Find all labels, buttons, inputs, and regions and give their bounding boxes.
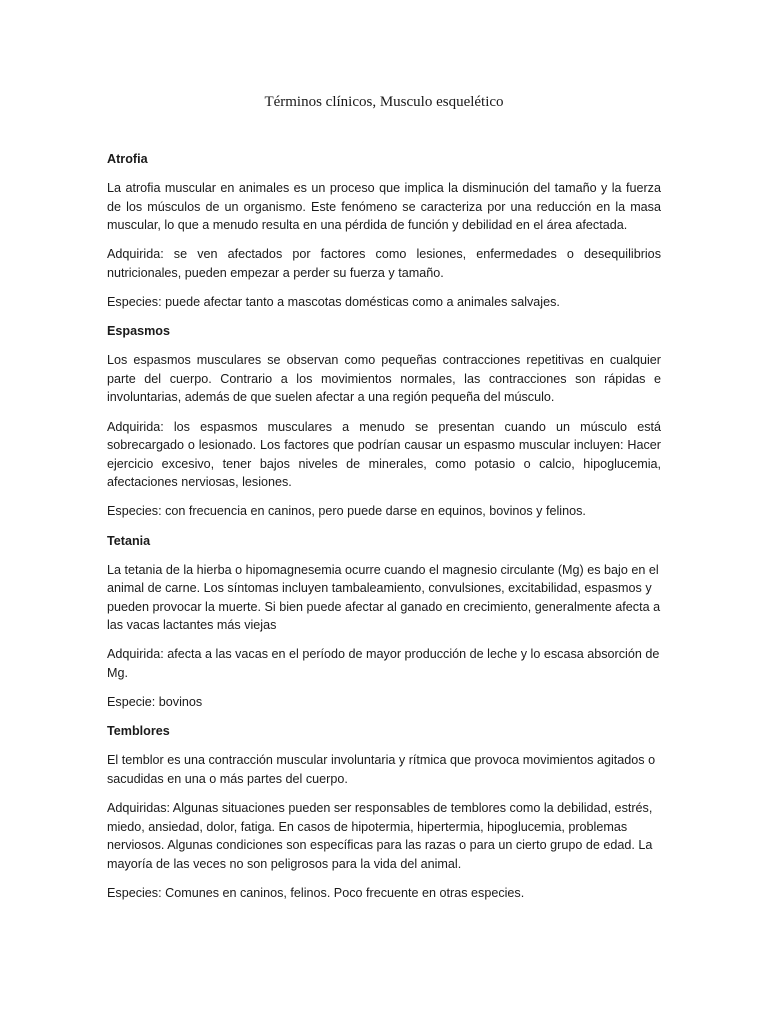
paragraph: La atrofia muscular en animales es un proceso que implica la disminución del tamaño y la fuerza de los músculos de un organismo. Este fenómeno se caracteriza por una reducción en la masa muscular, lo que a menudo resulta en una pérdida de función y debilidad en el área afectada. [107,181,661,233]
section-heading-tetania: Tetania [107,533,151,548]
paragraph: Los espasmos musculares se observan como pequeñas contracciones repetitivas en cualquier parte del cuerpo. Contrario a los movimientos normales, las contracciones son rápidas e involuntarias, además de que suelen afectar a una región pequeña del músculo. [107,353,661,405]
paragraph: Especie: bovinos [107,695,203,710]
paragraph: Especies: Comunes en caninos, felinos. Poco frecuente en otras especies. [107,885,525,900]
paragraph: El temblor es una contracción muscular involuntaria y rítmica que provoca movimientos agitados o sacudidas en una o más partes del cuerpo. [107,753,656,786]
section-heading-espasmos: Espasmos [107,324,170,339]
paragraph: Adquirida: afecta a las vacas en el período de mayor producción de leche y lo escasa absorción de Mg. [107,647,660,681]
document-title: Términos clínicos, Musculo esquelético [264,94,504,110]
document-body [107,150,661,913]
paragraph: Especies: con frecuencia en caninos, pero puede darse en equinos, bovinos y felinos. [107,504,586,519]
paragraph: Adquirida: los espasmos musculares a menudo se presentan cuando un músculo está sobrecargado o lesionado. Los factores que podrían causar un espasmo muscular incluyen: Hacer ejercicio excesivo, tener bajos niveles de minerales, como potasio o calcio, hipoglucemia, afectaciones nerviosas, lesiones. [107,419,661,490]
paragraph: Adquirida: se ven afectados por factores como lesiones, enfermedades o desequilibrios nutricionales, pueden empezar a perder su fuerza y tamaño. [107,247,661,280]
section-heading-temblores: Temblores [107,724,170,739]
paragraph: Especies: puede afectar tanto a mascotas domésticas como a animales salvajes. [107,295,560,310]
section-heading-atrofia: Atrofia [107,152,148,166]
paragraph: La tetania de la hierba o hipomagnesemia ocurre cuando el magnesio circulante (Mg) es bajo en el animal de carne. Los síntomas incluyen tambaleamiento, convulsiones, excitabilidad, espasmos y pueden provocar la muerte. Si bien puede afectar al ganado en crecimiento, generalmente afecta a las vacas lactantes más viejas [107,562,661,633]
paragraph: Adquiridas: Algunas situaciones pueden ser responsables de temblores como la debilidad, estrés, miedo, ansiedad, dolor, fatiga. En casos de hipotermia, hipertermia, hipoglucemia, problemas nerviosos. Algunas condiciones son específicas para las razas o para un cierto grupo de edad. La mayoría de las veces no son peligrosos para la vida del animal. [107,801,653,871]
